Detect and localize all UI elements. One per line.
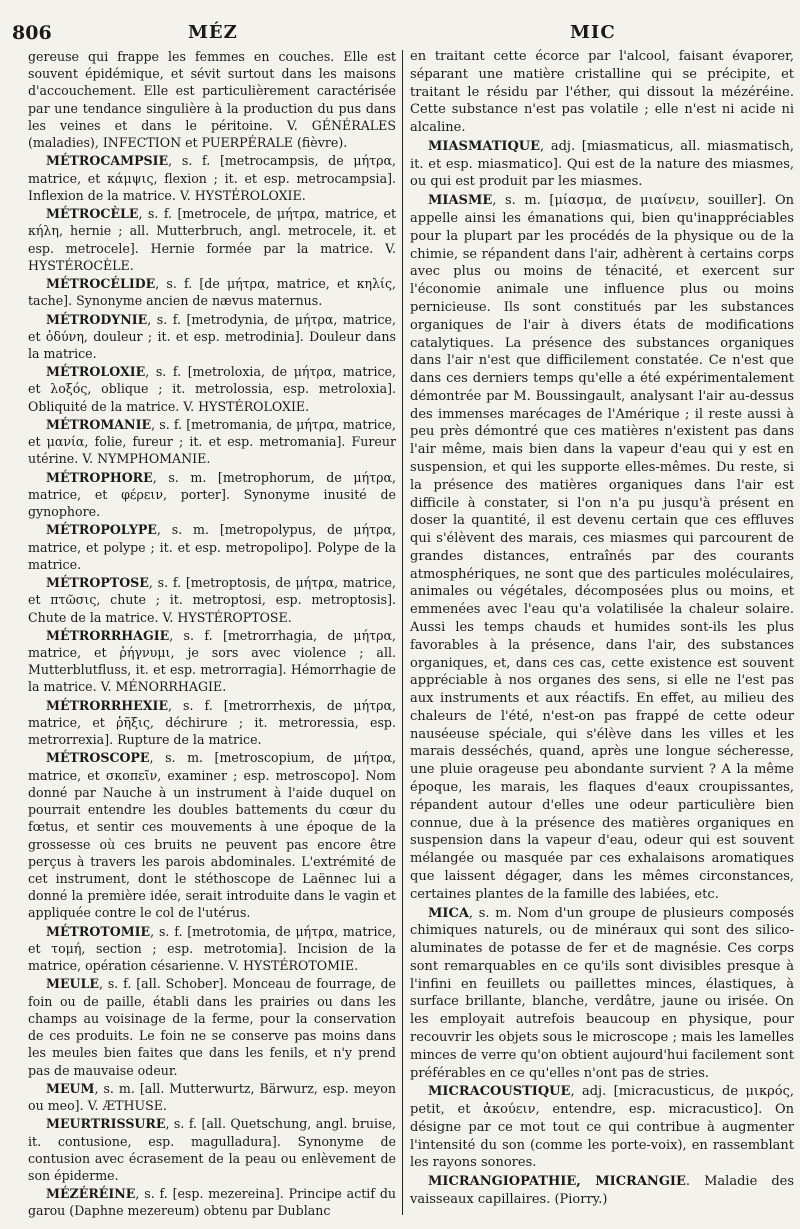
right-column: [410, 48, 794, 1210]
entry-text: , adj. [miasmaticus, all. miasmatisch, it. et esp. miasmatico]. Qui est de la nature des miasmes, ou qui est produit par les miasmes.: [410, 138, 794, 190]
dictionary-entry: [28, 1115, 396, 1184]
entry-headword: MÉZÉRÉINE: [46, 1186, 136, 1202]
dictionary-entry: [28, 749, 396, 921]
entry-text: , s. f. [all. Quetschung, angl. bruise, it. contusione, esp. magulladura]. Synonyme de contusion avec écrasement de la peau ou enlèvement de son épiderme.: [28, 1116, 396, 1183]
entry-headword: MÉTROLOXIE: [46, 364, 146, 380]
left-column: [28, 48, 396, 1221]
entry-headword: MÉTROTOMIE: [46, 923, 151, 939]
running-head-left: MÉZ: [188, 22, 238, 43]
dictionary-entry: [28, 363, 396, 415]
entry-headword: MÉTROPOLYPE: [46, 522, 157, 538]
entry-text: , s. m. [metropolypus, de μήτρα, matrice, et polype ; it. et esp. metropolipo]. Polype de la matrice.: [28, 522, 396, 572]
running-head-right: MIC: [570, 22, 616, 43]
dictionary-entry: [410, 1083, 794, 1172]
dictionary-entry: [28, 152, 396, 204]
entry-headword: MÉTROPHORE: [46, 469, 153, 485]
dictionary-entry: [410, 192, 794, 903]
entry-text: gereuse qui frappe les femmes en couches. Elle est souvent épidémique, et sévit surtout dans les maisons d'accouchement. Elle est particulièrement caractérisée par une tendance singulière à la production du pus dans les veines et dans le péritoine. V. GÉNÉRALES (maladies), INFECTION et PUERPÉRALE (fièvre).: [28, 49, 396, 151]
entry-text: , s. m. [all. Mutterwurtz, Bärwurz, esp. meyon ou meo]. V. ÆTHUSE.: [28, 1080, 396, 1114]
entry-headword: MÉTRODYNIE: [46, 311, 148, 327]
dictionary-entry: [410, 1173, 794, 1209]
entry-text: , s. f. [metrodynia, de μήτρα, matrice, et ὀδύνη, douleur ; it. et esp. metrodinia]. Douleur dans la matrice.: [28, 311, 396, 361]
dictionary-entry: [410, 138, 794, 191]
entry-text: , s. m. [metrophorum, de μήτρα, matrice, et φέρειν, porter]. Synonyme inusité de gynophore.: [28, 469, 396, 520]
dictionary-entry: [28, 697, 396, 749]
entry-continuation: [28, 48, 396, 151]
dictionary-entry: [28, 205, 396, 274]
entry-headword: MIASMATIQUE: [428, 138, 541, 154]
dictionary-entry: [28, 1080, 396, 1114]
dictionary-entry: [28, 574, 396, 626]
entry-headword: MÉTRORRHEXIE: [46, 697, 169, 713]
entry-headword: MÉTROSCOPE: [46, 750, 150, 766]
entry-headword: MICRANGIOPATHIE, MICRANGIE: [428, 1174, 686, 1190]
entry-headword: MEUM: [46, 1080, 95, 1096]
entry-text: , s. f. [de μήτρα, matrice, et κηλίς, tache]. Synonyme ancien de nævus maternus.: [28, 276, 396, 309]
page-number: 806: [12, 22, 52, 44]
entry-text: , s. m. Nom d'un groupe de plusieurs composés chimiques naturels, ou de minéraux qui sont des silico-aluminates de potasse de fer et de magnésie. Ces corps sont remarquables en ce qu'ils sont divisibles presque à l'infini en feuillets ou paillettes minces, élastiques, à surface brillante, blanche, verdâtre, jaune ou irisée. On les employait autrefois beaucoup en physique, pour recouvrir les objets sous le microscope ; mais les lamelles minces de verre qu'on obtient aujourd'hui facilement sont préférables en ce qu'elles n'ont pas de stries.: [410, 905, 794, 1081]
dictionary-entry: [28, 469, 396, 521]
dictionary-entry: [28, 311, 396, 363]
entry-headword: MÉTROMANIE: [46, 416, 152, 432]
entry-headword: MIASME: [428, 193, 493, 209]
entry-text: . Maladie des vaisseaux capillaires. (Piorry.): [410, 1174, 795, 1207]
dictionary-entry: [28, 923, 396, 975]
entry-text: en traitant cette écorce par l'alcool, faisant évaporer, séparant une matière cristalline qui se précipite, et traitant le résidu par l'éther, qui dissout la mézéréine. Cette substance n'est pas volatile ; elle n'est ni acide ni alcaline.: [410, 49, 794, 136]
column-divider: [402, 50, 403, 1215]
dictionary-entry: [28, 975, 396, 1078]
entry-headword: MEULE: [46, 976, 99, 992]
entry-text: , s. m. [metroscopium, de μήτρα, matrice, et σκοπεῖν, examiner ; esp. metroscopo]. Nom donné par Nauche à un instrument à l'aide duquel on pourrait entendre les doubles battements du cœur du fœtus, et sentir ces mouvements à une époque de la grossesse où ces bruits ne peuvent pas encore être perçus à travers les parois abdominales. L'extrémité de cet instrument, dont le stéthoscope de Laënnec lui a donné la première idée, serait introduite dans le vagin et appliquée contre le col de l'utérus.: [28, 750, 396, 921]
entry-headword: MEURTRISSURE: [46, 1116, 166, 1132]
entry-headword: MICA: [428, 905, 469, 921]
entry-text: , s. f. [metroptosis, de μήτρα, matrice, et πτῶσις, chute ; it. metroptosi, esp. metroptosis]. Chute de la matrice. V. HYSTÉROPTOSE.: [28, 575, 396, 625]
entry-headword: MÉTROCÉLIDE: [46, 276, 156, 292]
dictionary-entry: [28, 521, 396, 573]
entry-headword: MÉTROCÈLE: [46, 206, 139, 222]
entry-continuation: [410, 48, 794, 137]
entry-headword: MÉTROCAMPSIE: [46, 153, 169, 169]
entry-text: , s. f. [metrocele, de μήτρα, matrice, et κήλη, hernie ; all. Mutterbruch, angl. metrocele, it. et esp. metrocele]. Hernie formée par la matrice. V. HYSTÉROCÈLE.: [28, 206, 396, 273]
running-header: [0, 22, 800, 46]
entry-text: , s. f. [metrocampsis, de μήτρα, matrice, et κάμψις, flexion ; it. et esp. metrocampsia]. Inflexion de la matrice. V. HYSTÉROLOXIE.: [28, 153, 396, 203]
dictionary-entry: [28, 275, 396, 309]
dictionary-entry: [28, 416, 396, 468]
entry-text: , s. f. [metrorrhagia, de μήτρα, matrice, et ῥήγνυμι, je sors avec violence ; all. Mutterblutfluss, it. et esp. metrorragia]. Hémorrhagie de la matrice. V. MÉNORRHAGIE.: [28, 627, 396, 695]
dictionary-entry: [410, 905, 794, 1083]
dictionary-entry: [28, 1185, 396, 1219]
entry-text: , adj. [micracusticus, de μικρός, petit, et ἀκούειν, entendre, esp. micracustico]. On désigne par ce mot tout ce qui contribue à augmenter l'intensité du son (comme les porte-voix), en rassemblant les rayons sonores.: [410, 1084, 794, 1171]
entry-text: , s. f. [metromania, de μήτρα, matrice, et μανία, folie, fureur ; it. et esp. metromania]. Fureur utérine. V. NYMPHOMANIE.: [28, 416, 396, 467]
entry-headword: MICRACOUSTIQUE: [428, 1084, 571, 1100]
entry-text: , s. f. [metroloxia, de μήτρα, matrice, et λοξός, oblique ; it. metrolossia, esp. metroloxia]. Obliquité de la matrice. V. HYSTÉROLOXIE.: [28, 364, 396, 414]
entry-text: , s. f. [metrorrhexis, de μήτρα, matrice, et ῥῆξις, déchirure ; it. metroressia, esp. metrorrexia]. Rupture de la matrice.: [28, 697, 396, 748]
entry-text: , s. f. [all. Schober]. Monceau de fourrage, de foin ou de paille, établi dans les prairies ou dans les champs au voisinage de la ferme, pour la conservation de ces produits. Le foin ne se conserve pas moins dans les meules bien faites que dans les fenils, et n'y prend pas de mauvaise odeur.: [28, 976, 396, 1078]
entry-text: , s. f. [esp. mezereina]. Principe actif du garou (Daphne mezereum) obtenu par Dublanc: [28, 1186, 396, 1219]
entry-text: , s. f. [metrotomia, de μήτρα, matrice, et τομή, section ; esp. metrotomia]. Incision de la matrice, opération césarienne. V. HYSTÉROTOMIE.: [28, 923, 396, 974]
entry-text: , s. m. [μίασμα, de μιαίνειν, souiller]. On appelle ainsi les émanations qui, bien qu'inappréciables pour la plupart par les procédés de la physique ou de la chimie, se répandent dans l'air, adhèrent à certains corps avec plus ou moins de ténacité, et exercent sur l'économie animale une influence plus ou moins pernicieuse. Ils sont constitués par les substances organiques de l'air à divers états de modifications catalytiques. La présence des substances organiques dans l'air n'est que difficilement constatée. Ce n'est que dans ces derniers temps qu'elle a été expérimentalement démontrée par M. Boussingault, analysant l'air au-dessus des immenses marécages de l'Amérique ; il reste aussi à peu près démontré que ces matières n'existent pas dans l'air même, mais bien dans la vapeur d'eau qui y est en suspension, et qui les supporte elles-mêmes. Du reste, si la présence des matières organiques dans l'air est difficile à constater, si l'on n'a pu jusqu'à présent en doser la quantité, il est devenu certain que ces effluves qui s'élèvent des marais, ces miasmes qui parcourent de grandes distances, entraînés par des courants atmosphériques, ne sont que des particules moléculaires, animales ou végétales, décomposées plus ou moins, et emmenées avec l'eau qu'a volatilisée la chaleur solaire. Aussi les temps chauds et humides sont-ils les plus favorables à la présence, dans l'air, des substances organiques, et, dans ces cas, cette existence est souvent appréciable à nos organes des sens, si elle ne l'est pas aux instruments et aux réactifs. En effet, au milieu des chaleurs de l'été, n'est-on pas frappé de cette odeur nauséeuse spéciale, qui s'élève dans les villes et les marais desséchés, quand, après une longue sécheresse, une pluie orageuse peu abondante survient ? A la même époque, les marais, les flaques d'eaux croupissantes, répandent autour d'elles une odeur particulière bien connue, due à la présence des matières organiques en suspension dans la vapeur d'eau, odeur qui est souvent mélangée ou masquée par ces exhalaisons aromatiques que laissent dégager, dans les mêmes circonstances, certaines plantes de la famille des labiées, etc.: [410, 193, 794, 902]
entry-headword: MÉTRORRHAGIE: [46, 627, 170, 643]
dictionary-entry: [28, 627, 396, 696]
entry-headword: MÉTROPTOSE: [46, 575, 149, 591]
